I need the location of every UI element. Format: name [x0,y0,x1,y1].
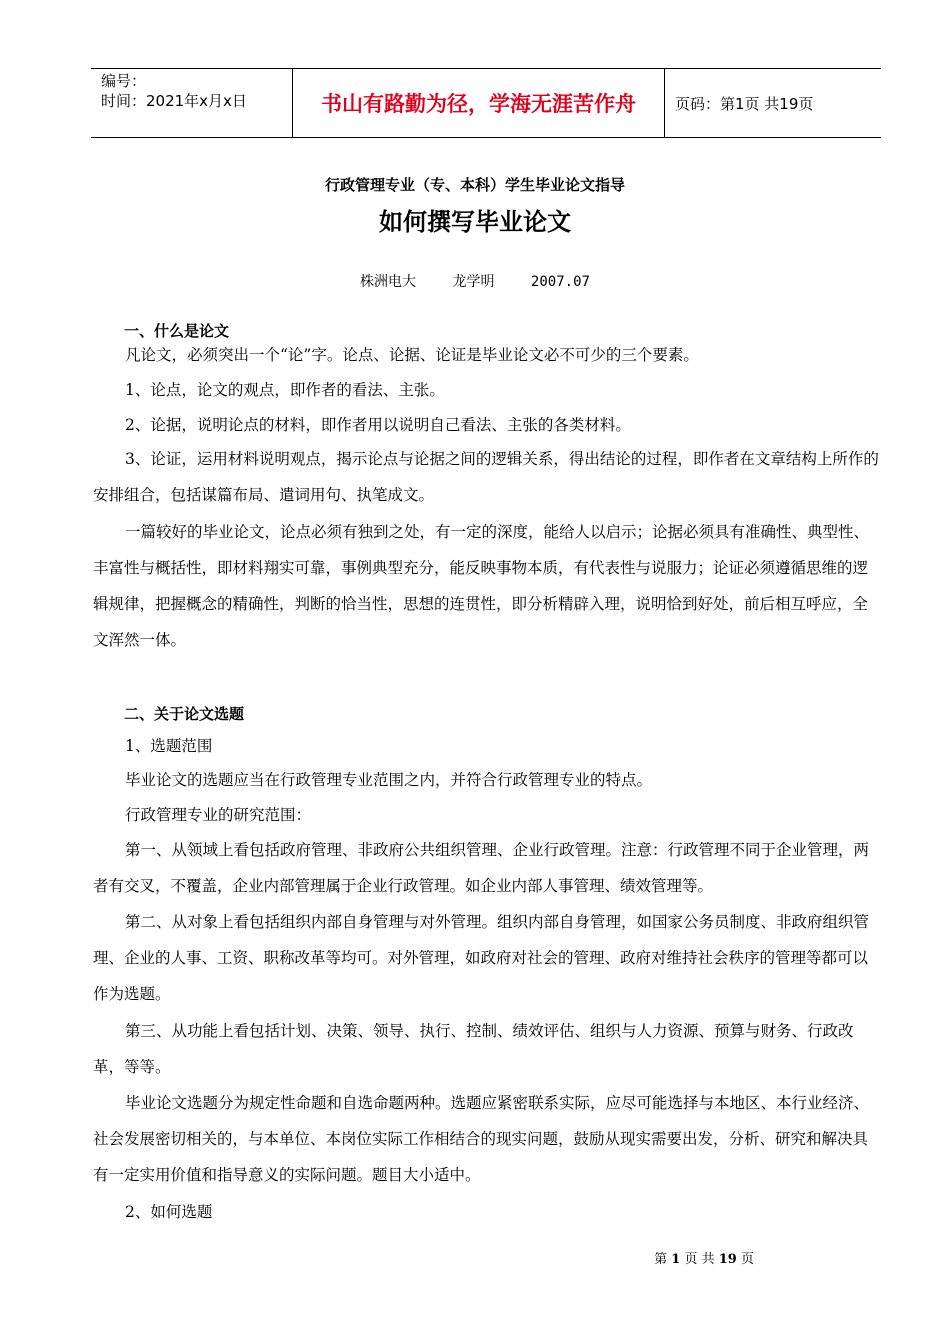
section2-subheading: 1、选题范围 [125,737,213,755]
section1-paragraph: 凡论文，必须突出一个“论”字。论点、论据、论证是毕业论文必不可少的三个要素。 [125,346,699,364]
section1-paragraph: 3、论证，运用材料说明观点，揭示论点与论据之间的逻辑关系，得出结论的过程，即作者在文章结构上所作的安排组合，包括谋篇布局、遣词用句、执笔成文。 [93,450,879,504]
section1-heading: 一、什么是论文 [124,322,230,340]
footer-prefix: 第 [654,1252,668,1267]
header-motto: 书山有路勤为径，学海无涯苦作舟 [292,69,665,137]
document-header [91,68,881,138]
section2-paragraph: 第三、从功能上看包括计划、决策、领导、执行、控制、绩效评估、组织与人力资源、预算与财务、行政改革，等等。 [93,1022,854,1076]
footer-suffix: 页 [740,1252,754,1267]
footer-middle: 页 共 [684,1252,715,1267]
byline-org: 株洲电大 [360,274,417,290]
footer-page-number: 1 [671,1252,681,1267]
section1-paragraph: 1、论点，论文的观点，即作者的看法、主张。 [125,381,445,399]
section1-paragraph: 一篇较好的毕业论文，论点必须有独到之处，有一定的深度，能给人以启示；论据必须具有准确性、典型性、丰富性与概括性，即材料翔实可靠，事例典型充分，能反映事物本质，有代表性与说服力；论证必须遵循思维的逻辑规律，把握概念的精确性，判断的恰当性，思想的连贯性，即分析精辟入理，说明恰到好处，前后相互呼应，全文浑然一体。 [93,523,870,649]
footer-total-pages: 19 [718,1252,737,1267]
page-footer [654,1248,754,1267]
header-page-info: 页码：第1页 共19页 [675,94,814,113]
section2-paragraph: 第二、从对象上看包括组织内部自身管理与对外管理。组织内部自身管理，如国家公务员制度、非政府组织管理、企业的人事、工资、职称改革等均可。对外管理，如政府对社会的管理、政府对维持社会秩序的管理等都可以作为选题。 [93,913,870,1003]
section1-paragraph: 2、论据，说明论点的材料，即作者用以说明自己看法、主张的各类材料。 [125,416,631,434]
section2-paragraph: 毕业论文的选题应当在行政管理专业范围之内，并符合行政管理专业的特点。 [125,771,653,789]
number-label: 编号： [101,72,147,90]
document-subtitle: 行政管理专业（专、本科）学生毕业论文指导 [324,176,625,194]
byline-date: 2007.07 [530,274,590,290]
section2-paragraph: 毕业论文选题分为规定性命题和自选命题两种。选题应紧密联系实际，应尽可能选择与本地区、本行业经济、社会发展密切相关的，与本单位、本岗位实际工作相结合的现实问题，鼓励从现实需要出发，分析、研究和解决具有一定实用价值和指导意义的实际问题。题目大小适中。 [93,1094,870,1184]
section2-paragraph: 第一、从领域上看包括政府管理、非政府公共组织管理、企业行政管理。注意：行政管理不同于企业管理，两者有交叉，不覆盖，企业内部管理属于企业行政管理。如企业内部人事管理、绩效管理等。 [93,841,870,895]
header-meta [91,69,292,137]
section2-heading: 二、关于论文选题 [124,705,245,723]
section2-paragraph: 行政管理专业的研究范围： [125,806,312,824]
section2-subheading: 2、如何选题 [125,1203,213,1221]
byline-author: 龙学明 [452,274,495,290]
byline [0,271,950,291]
time-label: 时间：2021年x月x日 [101,92,247,110]
document-title: 如何撰写毕业论文 [379,208,571,236]
